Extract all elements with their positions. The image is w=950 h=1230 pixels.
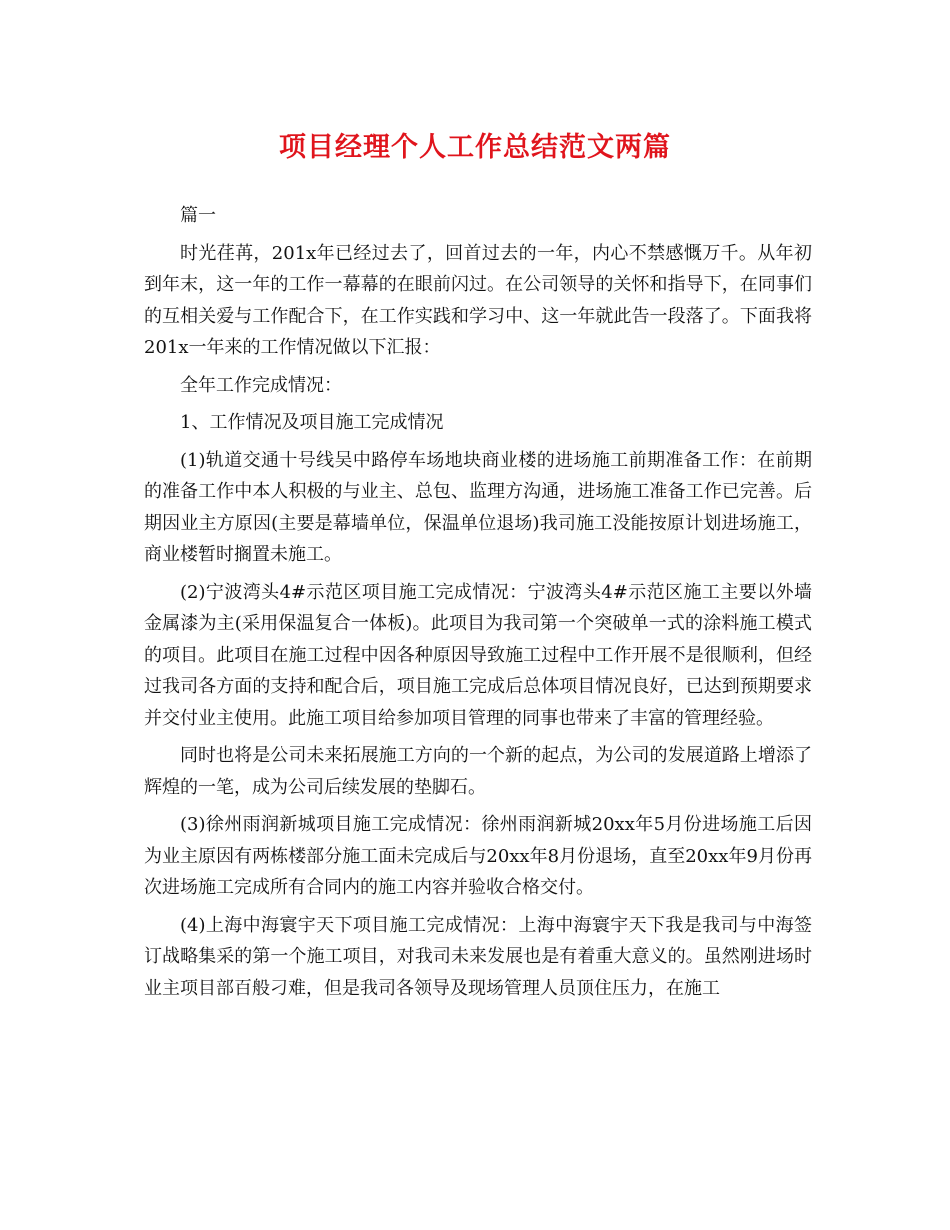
paragraph-summary-heading: 全年工作完成情况： <box>180 374 342 396</box>
section-heading: 篇一 <box>180 205 216 226</box>
document-body <box>144 200 812 1010</box>
paragraph-item-3: (3)徐州雨润新城项目施工完成情况：徐州雨润新城20xx年5月份进场施工后因为业主原因有两栋楼部分施工面未完成后与20xx年8月份退场，直至20xx年9月份再次进场施工完成所有合同内的施工内容并验收合格交付。 <box>144 814 812 898</box>
document-title: 项目经理个人工作总结范文两篇 <box>279 132 671 163</box>
paragraph-item-2-continued: 同时也将是公司未来拓展施工方向的一个新的起点，为公司的发展道路上增添了辉煌的一笔，成为公司后续发展的垫脚石。 <box>144 745 812 798</box>
paragraph-subheading: 1、工作情况及项目施工完成情况 <box>180 412 444 433</box>
paragraph-item-1: (1)轨道交通十号线吴中路停车场地块商业楼的进场施工前期准备工作：在前期的准备工作中本人积极的与业主、总包、监理方沟通，进场施工准备工作已完善。后期因业主方原因(主要是幕墙单位，保温单位退场)我司施工没能按原计划进场施工，商业楼暂时搁置未施工。 <box>144 449 812 565</box>
paragraph-item-4: (4)上海中海寰宇天下项目施工完成情况：上海中海寰宇天下我是我司与中海签订战略集采的第一个施工项目，对我司未来发展也是有着重大意义的。虽然刚进场时业主项目部百般刁难，但是我司各领导及现场管理人员顶住压力，在施工 <box>144 914 812 999</box>
paragraph-item-2: (2)宁波湾头4#示范区项目施工完成情况：宁波湾头4#示范区施工主要以外墙金属漆为主(采用保温复合一体板)。此项目为我司第一个突破单一式的涂料施工模式的项目。此项目在施工过程中因各种原因导致施工过程中工作开展不是很顺利，但经过我司各方面的支持和配合后，项目施工完成后总体项目情况良好，已达到预期要求并交付业主使用。此施工项目给参加项目管理的同事也带来了丰富的管理经验。 <box>144 581 812 729</box>
paragraph-intro: 时光荏苒，201x年已经过去了，回首过去的一年，内心不禁感慨万千。从年初到年末，这一年的工作一幕幕的在眼前闪过。在公司领导的关怀和指导下，在同事们的互相关爱与工作配合下，在工作实践和学习中、这一年就此告一段落了。下面我将201x一年来的工作情况做以下汇报： <box>144 242 812 358</box>
